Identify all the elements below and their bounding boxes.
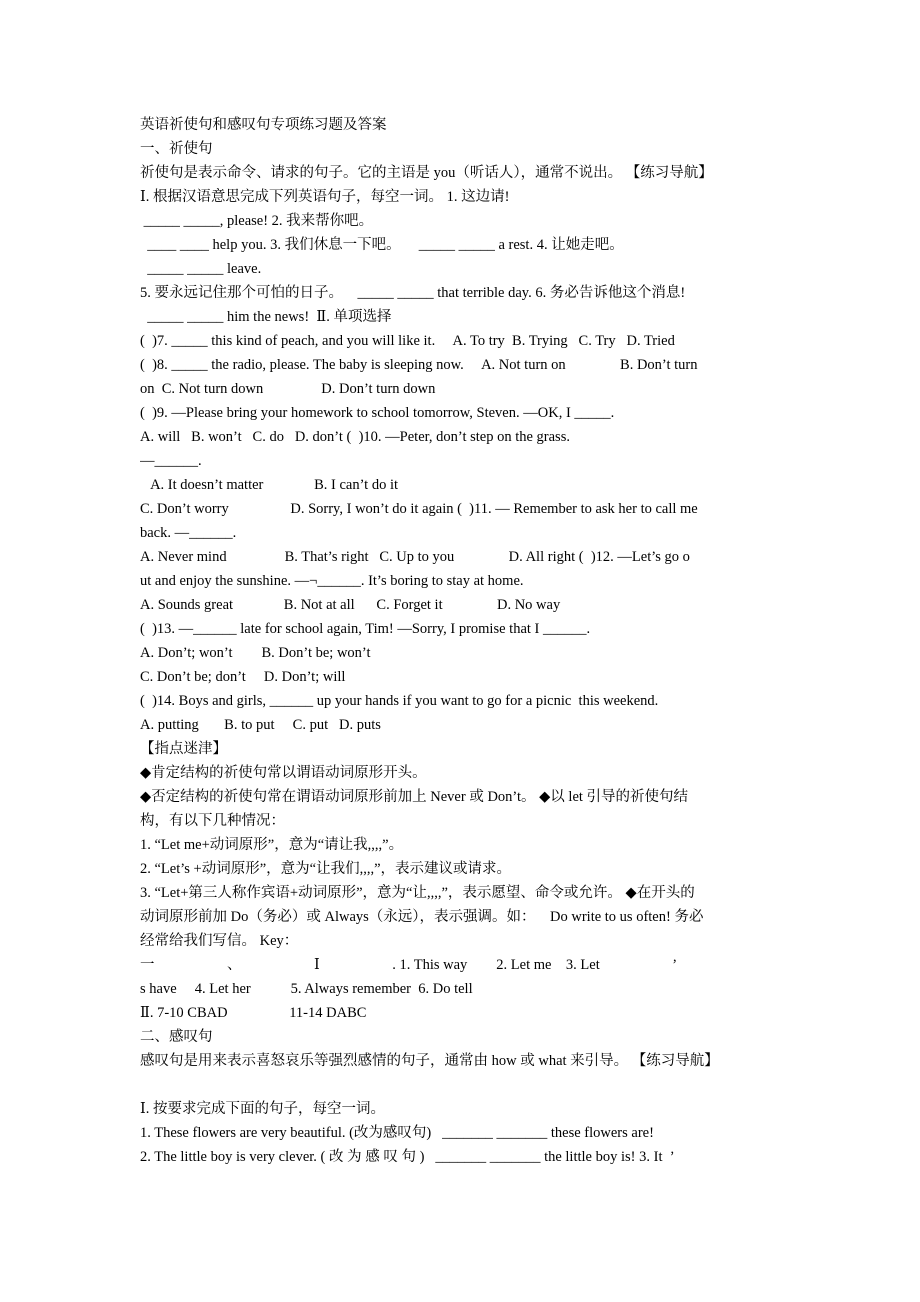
text-line: 感叹句是用来表示喜怒哀乐等强烈感情的句子，通常由 how 或 what 来引导。 【练习导航】: [140, 1053, 719, 1069]
tip-line: ◆否定结构的祈使句常在谓语动词原形前加上 Never 或 Don’t。 ◆以 let 引导的祈使句结: [140, 789, 689, 805]
tip-line: 1. “Let me+动词原形”，意为“请让我,,,,”。: [140, 837, 404, 853]
question-line: back. —______.: [140, 525, 237, 541]
text-line: _____ _____ leave.: [140, 261, 262, 277]
text-line: 5. 要永远记住那个可怕的日子。 _____ _____ that terrible day. 6. 务必告诉他这个消息!: [140, 285, 686, 301]
text-line: 祈使句是表示命令、请求的句子。它的主语是 you（听话人），通常不说出。 【练习导航】: [140, 165, 713, 181]
text-line: Ⅰ. 根据汉语意思完成下列英语句子，每空一词。 1. 这边请!: [140, 189, 510, 205]
tip-line: 3. “Let+第三人称作宾语+动词原形”，意为“让,,,,”，表示愿望、命令或允许。 ◆在开头的: [140, 885, 695, 901]
question-line: A. Never mind B. That’s right C. Up to you D. All right ( )12. —Let’s go o: [140, 549, 690, 565]
key-line: s have 4. Let her 5. Always remember 6. Do tell: [140, 981, 473, 997]
question-line: ( )8. _____ the radio, please. The baby is sleeping now. A. Not turn on B. Don’t turn: [140, 357, 698, 373]
question-line: ut and enjoy the sunshine. —¬______. It’s boring to stay at home.: [140, 573, 524, 589]
question-line: on C. Not turn down D. Don’t turn down: [140, 381, 436, 397]
question-line: ( )7. _____ this kind of peach, and you will like it. A. To try B. Trying C. Try D. Tried: [140, 333, 675, 349]
question-line: ( )14. Boys and girls, ______ up your hands if you want to go for a picnic this weekend.: [140, 693, 659, 709]
section-heading: 二、感叹句: [140, 1029, 213, 1045]
tip-line: 2. “Let’s +动词原形”，意为“让我们,,,,”，表示建议或请求。: [140, 861, 512, 877]
tip-line: ◆肯定结构的祈使句常以谓语动词原形开头。: [140, 765, 427, 781]
question-line: ( )9. —Please bring your homework to school tomorrow, Steven. —OK, I _____.: [140, 405, 615, 421]
section-heading: 一、祈使句: [140, 141, 213, 157]
tip-line: 构，有以下几种情况：: [140, 813, 285, 829]
question-line: A. will B. won’t C. do D. don’t ( )10. —Peter, don’t step on the grass.: [140, 429, 570, 445]
document-title: 英语祈使句和感叹句专项练习题及答案: [140, 117, 387, 133]
tips-heading: 【指点迷津】: [140, 741, 227, 757]
text-line: _____ _____, please! 2. 我来帮你吧。: [140, 213, 374, 229]
question-line: 2. The little boy is very clever. ( 改 为 感 叹 句 ) _______ _______ the little boy is! 3. It ’: [140, 1149, 675, 1165]
key-line: Ⅱ. 7-10 CBAD 11-14 DABC: [140, 1005, 367, 1021]
tip-line: 动词原形前加 Do（务必）或 Always（永远），表示强调。如： Do write to us often! 务必: [140, 909, 704, 925]
text-line: Ⅰ. 按要求完成下面的句子，每空一词。: [140, 1101, 385, 1117]
question-line: —______.: [140, 453, 202, 469]
key-line: 一 、 Ⅰ . 1. This way 2. Let me 3. Let ’: [140, 957, 678, 973]
text-line: _____ _____ him the news! Ⅱ. 单项选择: [140, 309, 392, 325]
question-line: A. It doesn’t matter B. I can’t do it: [140, 477, 399, 493]
question-line: C. Don’t be; don’t D. Don’t; will: [140, 669, 346, 685]
text-line: ____ ____ help you. 3. 我们休息一下吧。 _____ _____ a rest. 4. 让她走吧。: [140, 237, 624, 253]
question-line: 1. These flowers are very beautiful. (改为感叹句) _______ _______ these flowers are!: [140, 1125, 654, 1141]
tip-line: 经常给我们写信。 Key：: [140, 933, 299, 949]
question-line: A. Don’t; won’t B. Don’t be; won’t: [140, 645, 371, 661]
question-line: A. Sounds great B. Not at all C. Forget it D. No way: [140, 597, 561, 613]
question-line: C. Don’t worry D. Sorry, I won’t do it again ( )11. — Remember to ask her to call me: [140, 501, 698, 517]
question-line: ( )13. —______ late for school again, Tim! —Sorry, I promise that I ______.: [140, 621, 591, 637]
question-line: A. putting B. to put C. put D. puts: [140, 717, 381, 733]
